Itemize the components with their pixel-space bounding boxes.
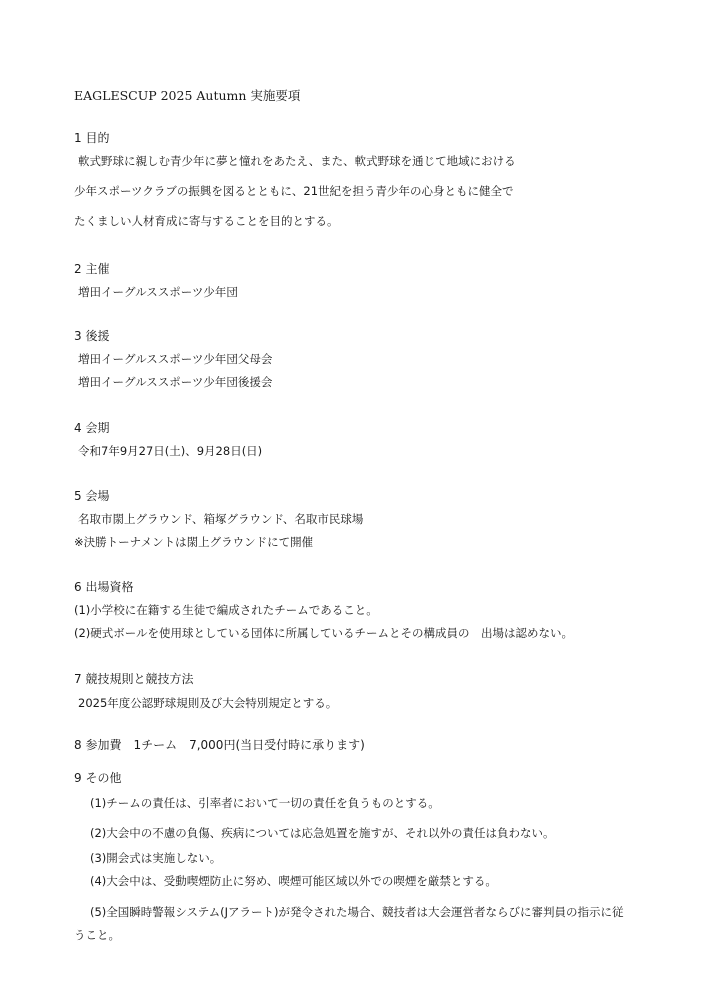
section-purpose-heading: 1 目的 bbox=[74, 131, 110, 145]
section-venue-heading: 5 会場 bbox=[74, 489, 110, 503]
purpose-line-1: 軟式野球に親しむ青少年に夢と憧れをあたえ、また、軟式野球を通じて地域における bbox=[78, 154, 516, 168]
section-other-heading: 9 その他 bbox=[74, 771, 122, 785]
section-eligibility-heading: 6 出場資格 bbox=[74, 580, 134, 594]
support-line-2: 増田イーグルススポーツ少年団後援会 bbox=[78, 375, 273, 389]
purpose-line-2: 少年スポーツクラブの振興を図るとともに、21世紀を担う青少年の心身ともに健全で bbox=[74, 184, 514, 198]
section-rules-heading: 7 競技規則と競技方法 bbox=[74, 672, 194, 686]
section-period-heading: 4 会期 bbox=[74, 421, 110, 435]
venue-line-1: 名取市閖上グラウンド、箱塚グラウンド、名取市民球場 bbox=[78, 512, 364, 526]
purpose-line-3: たくましい人材育成に寄与することを目的とする。 bbox=[74, 214, 339, 228]
other-line-2: (2)大会中の不慮の負傷、疾病については応急処置を施すが、それ以外の責任は負わない。 bbox=[90, 826, 555, 840]
other-line-4: (4)大会中は、受動喫煙防止に努め、喫煙可能区域以外での喫煙を厳禁とする。 bbox=[90, 874, 497, 888]
support-line-1: 増田イーグルススポーツ少年団父母会 bbox=[78, 352, 273, 366]
section-fee-heading: 8 参加費 1チーム 7,000円(当日受付時に承ります) bbox=[74, 738, 365, 752]
other-line-3: (3)開会式は実施しない。 bbox=[90, 851, 222, 865]
rules-line-1: 2025年度公認野球規則及び大会特別規定とする。 bbox=[78, 696, 338, 710]
section-organizer-heading: 2 主催 bbox=[74, 262, 110, 276]
eligibility-line-1: (1)小学校に在籍する生徒で編成されたチームであること。 bbox=[74, 603, 378, 617]
section-support-heading: 3 後援 bbox=[74, 329, 110, 343]
period-line-1: 令和7年9月27日(土)、9月28日(日) bbox=[78, 444, 263, 458]
eligibility-line-2: (2)硬式ボールを使用球としている団体に所属しているチームとその構成員の 出場は認めない。 bbox=[74, 626, 574, 640]
organizer-line-1: 増田イーグルススポーツ少年団 bbox=[78, 285, 238, 299]
other-line-5: (5)全国瞬時警報システム(Jアラート)が発令された場合、競技者は大会運営者ならびに審判員の指示に従 bbox=[90, 905, 624, 919]
other-line-1: (1)チームの責任は、引率者において一切の責任を負うものとする。 bbox=[90, 796, 440, 810]
other-line-6: うこと。 bbox=[74, 928, 120, 942]
document-title: EAGLESCUP 2025 Autumn 実施要項 bbox=[74, 88, 301, 103]
venue-line-2: ※決勝トーナメントは閖上グラウンドにて開催 bbox=[74, 535, 314, 549]
